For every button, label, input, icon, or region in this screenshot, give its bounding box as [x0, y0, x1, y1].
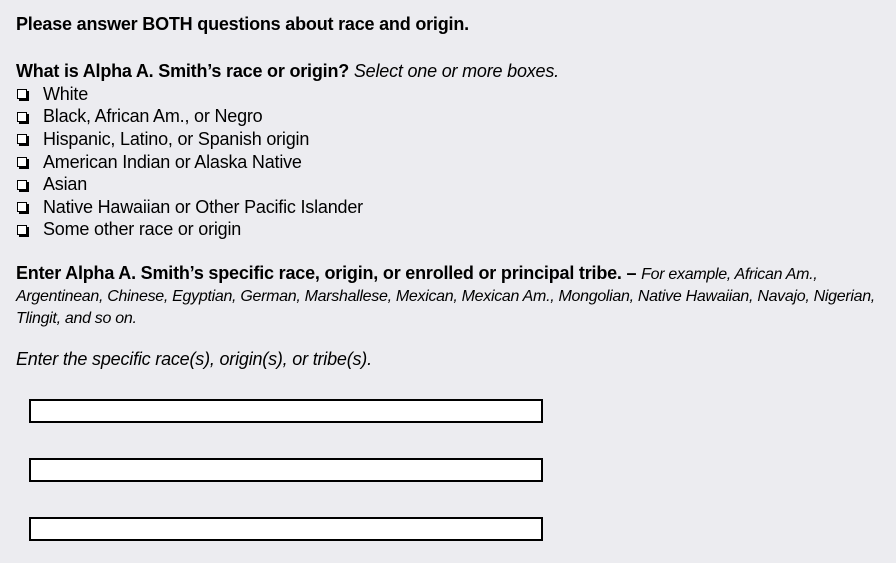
question-specific-race-prompt: Enter Alpha A. Smith’s specific race, origin, or enrolled or principal tribe. – [16, 263, 637, 283]
option-some-other-label: Some other race or origin [43, 219, 242, 240]
option-white[interactable] [16, 83, 363, 106]
checkbox-american-indian[interactable] [17, 157, 27, 167]
question-race-origin [16, 61, 559, 82]
option-some-other[interactable] [16, 219, 363, 242]
checkbox-asian[interactable] [17, 180, 27, 190]
write-in-field-1[interactable] [29, 399, 543, 423]
question-race-origin-instruction: Select one or more boxes. [353, 61, 559, 81]
checkbox-black-african-am[interactable] [17, 112, 27, 122]
question-specific-race [16, 263, 882, 329]
write-in-instruction: Enter the specific race(s), origin(s), or tribe(s). [16, 349, 372, 369]
option-black-african-am-label: Black, African Am., or Negro [43, 106, 263, 127]
write-in-field-3[interactable] [29, 517, 543, 541]
question-specific-race-examples: For example, African Am., Argentinean, Chinese, Egyptian, German, Marshallese, Mexican, Mexican Am., Mongolian, Native Hawaiian, Navajo, Nigerian, Tlingit, and so on. [16, 266, 875, 327]
question-race-origin-prompt: What is Alpha A. Smith’s race or origin? [16, 61, 350, 81]
option-white-label: White [43, 83, 89, 104]
option-american-indian-label: American Indian or Alaska Native [43, 151, 302, 172]
race-options-list [16, 83, 363, 241]
option-native-hawaiian[interactable] [16, 196, 363, 219]
option-hispanic-latino[interactable] [16, 128, 363, 151]
option-hispanic-latino-label: Hispanic, Latino, or Spanish origin [43, 128, 310, 149]
option-american-indian[interactable] [16, 151, 363, 174]
option-native-hawaiian-label: Native Hawaiian or Other Pacific Islander [43, 196, 363, 217]
checkbox-native-hawaiian[interactable] [17, 202, 27, 212]
checkbox-white[interactable] [17, 89, 27, 99]
checkbox-hispanic-latino[interactable] [17, 134, 27, 144]
option-asian[interactable] [16, 173, 363, 196]
form-intro: Please answer BOTH questions about race and origin. [16, 14, 469, 34]
option-asian-label: Asian [43, 174, 88, 195]
write-in-field-2[interactable] [29, 458, 543, 482]
option-black-african-am[interactable] [16, 106, 363, 129]
checkbox-some-other[interactable] [17, 225, 27, 235]
